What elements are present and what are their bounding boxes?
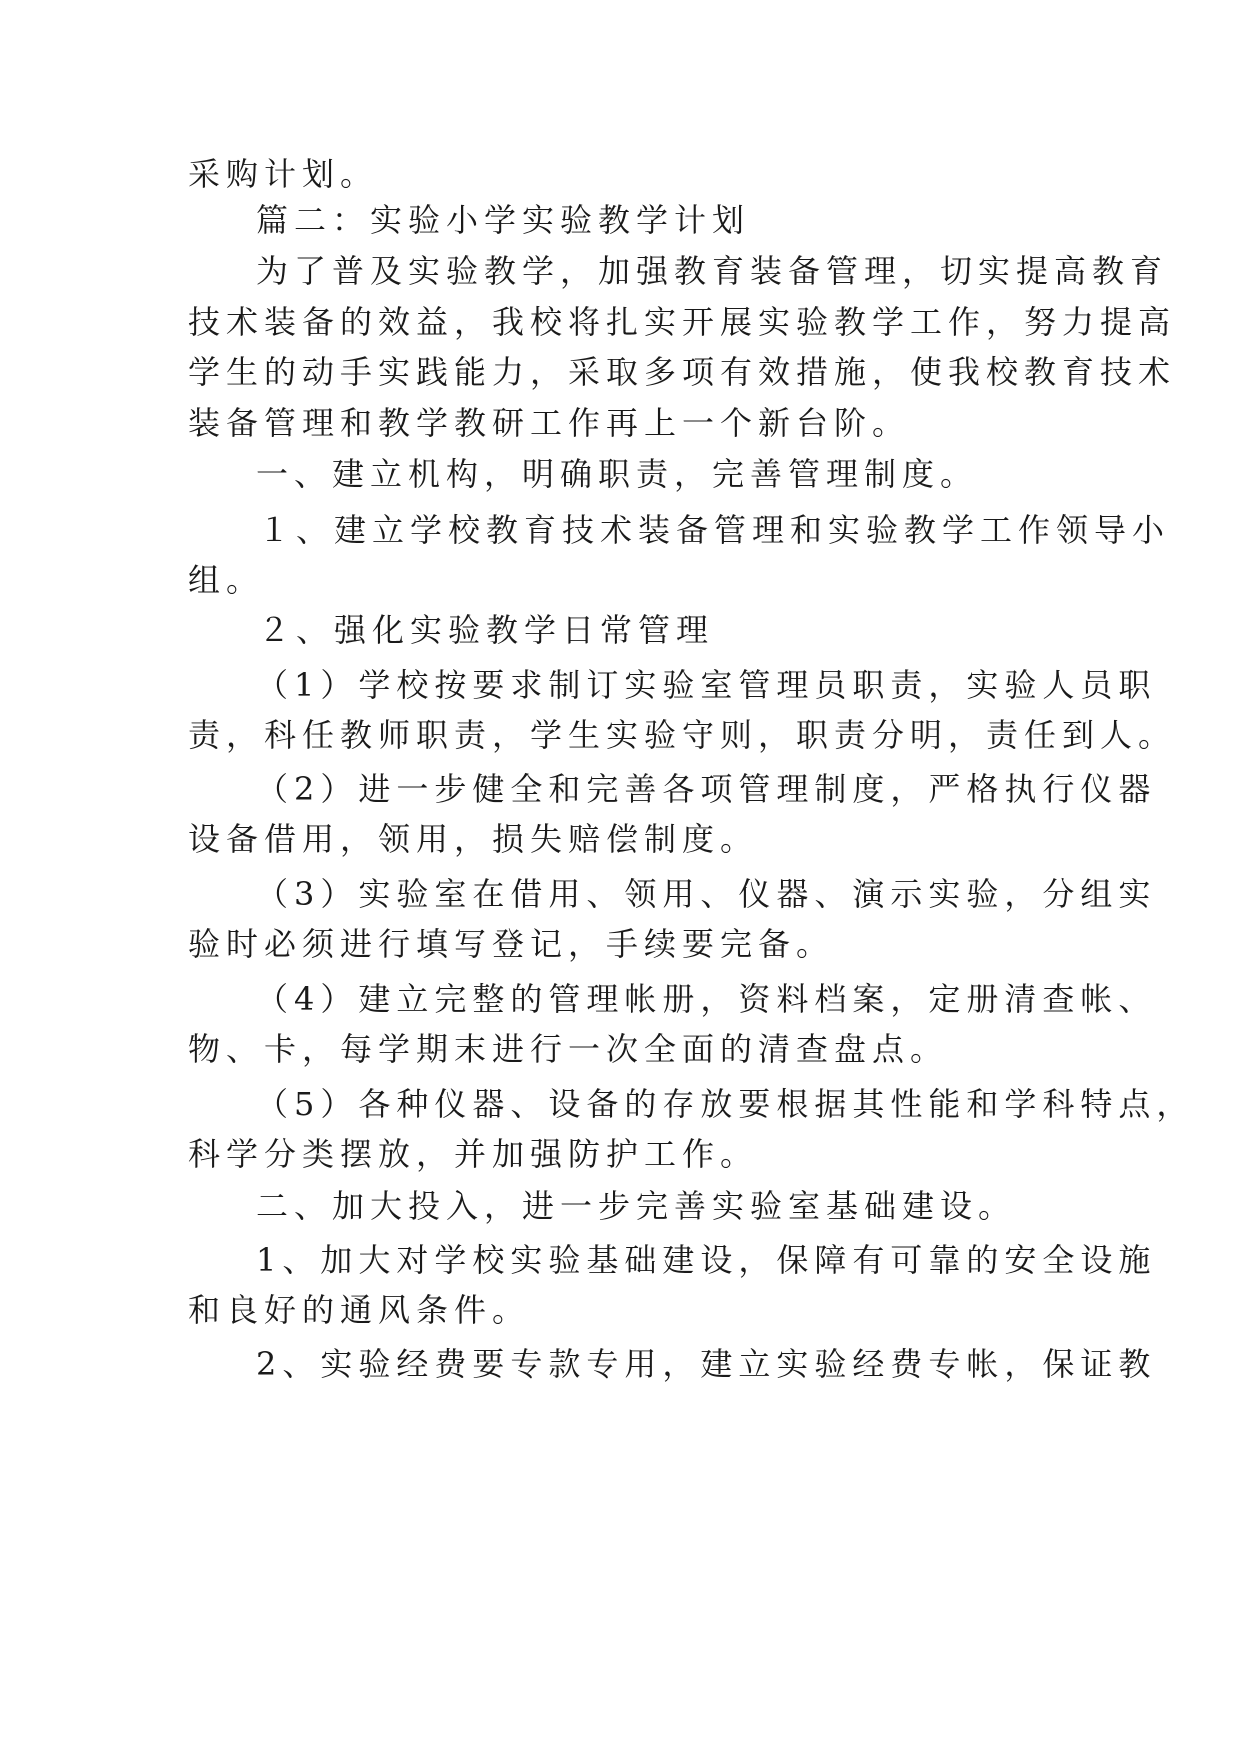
subitem-5-line-1: （5）各种仪器、设备的存放要根据其性能和学科特点， xyxy=(256,1085,1195,1123)
item-2: ２、强化实验教学日常管理 xyxy=(258,611,715,649)
text-line-5: 学生的动手实践能力，采取多项有效措施，使我校教育技术 xyxy=(188,353,1177,391)
item-3-line-1: 1、加大对学校实验基础建设，保障有可靠的安全设施 xyxy=(256,1241,1157,1279)
item-3-line-2: 和良好的通风条件。 xyxy=(188,1291,531,1329)
subitem-3-line-1: （3）实验室在借用、领用、仪器、演示实验，分组实 xyxy=(256,875,1157,913)
heading-one: 一、建立机构，明确职责，完善管理制度。 xyxy=(256,455,979,493)
item-1-line-1: １、建立学校教育技术装备管理和实验教学工作领导小 xyxy=(258,511,1171,549)
subitem-1-line-2: 责，科任教师职责，学生实验守则，职责分明，责任到人。 xyxy=(188,716,1177,754)
text-line-3: 为了普及实验教学，加强教育装备管理，切实提高教育 xyxy=(256,252,1169,290)
subitem-1-line-1: （1）学校按要求制订实验室管理员职责，实验人员职 xyxy=(256,666,1157,704)
text-line-6: 装备管理和教学教研工作再上一个新台阶。 xyxy=(188,404,911,442)
section-title: 篇二：实验小学实验教学计划 xyxy=(256,201,751,239)
item-4-line-1: 2、实验经费要专款专用，建立实验经费专帐，保证教 xyxy=(256,1345,1157,1383)
text-line-4: 技术装备的效益，我校将扎实开展实验教学工作，努力提高 xyxy=(188,303,1177,341)
heading-two: 二、加大投入，进一步完善实验室基础建设。 xyxy=(256,1187,1017,1225)
item-1-line-2: 组。 xyxy=(188,561,265,599)
subitem-2-line-1: （2）进一步健全和完善各项管理制度，严格执行仪器 xyxy=(256,770,1157,808)
text-line-1: 采购计划。 xyxy=(188,155,379,193)
subitem-4-line-2: 物、卡，每学期末进行一次全面的清查盘点。 xyxy=(188,1030,949,1068)
subitem-5-line-2: 科学分类摆放，并加强防护工作。 xyxy=(188,1135,759,1173)
subitem-4-line-1: （4）建立完整的管理帐册，资料档案，定册清查帐、 xyxy=(256,980,1157,1018)
subitem-2-line-2: 设备借用，领用，损失赔偿制度。 xyxy=(188,820,759,858)
subitem-3-line-2: 验时必须进行填写登记，手续要完备。 xyxy=(188,925,835,963)
